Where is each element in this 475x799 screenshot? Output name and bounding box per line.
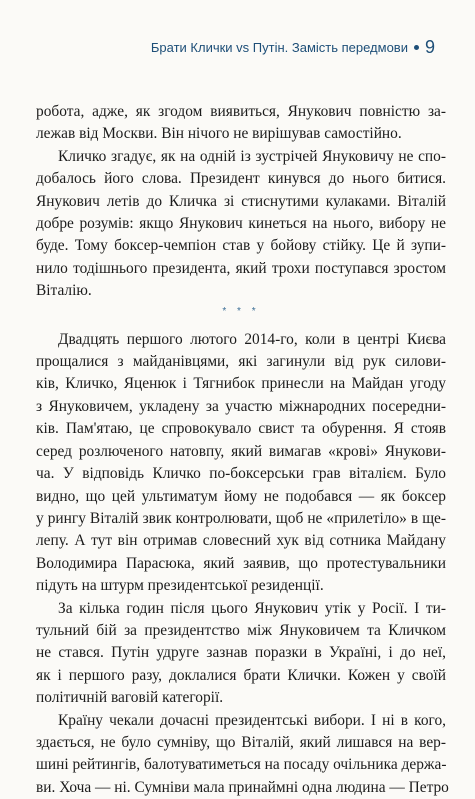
text-line: ків. Пам'ятаю, це спровокувало свист та обурення. Я стояв xyxy=(36,420,446,438)
text-line: Янукович летів до Кличка зі стиснутими кулаками. Віталій xyxy=(36,192,446,210)
text-line: добре розумів: якщо Янукович кинеться на нього, вибору не xyxy=(36,215,446,233)
text-line: підуть на штурм президентської резиденції. xyxy=(36,577,324,595)
text-line: Двадцять першого лютого 2014-го, коли в центрі Києва xyxy=(58,330,446,348)
text-line: у рингу Віталій звик контролювати, щоб не «прилетіло» в ще- xyxy=(36,509,446,527)
paragraph-lines xyxy=(36,620,446,710)
text-line: Країну чекали дочасні президентські вибори. І ні в кого, xyxy=(58,711,446,729)
text-line: з Януковичем, укладену за участю міжнародних посередни- xyxy=(36,397,446,415)
paragraph-lines xyxy=(36,732,449,799)
text-line: робота, адже, як згодом виявиться, Янукович повністю за- xyxy=(36,103,446,120)
text-line: ви. Хоча — ні. Сумніви мала принаймні одна людина — Петро xyxy=(36,778,449,796)
text-line: видно, що цей ультиматум йому не подобався — як боксер xyxy=(36,487,446,505)
text-line: серед розлюченого натовпу, який вимагав «крові» Янукови- xyxy=(36,442,446,460)
running-header-title: Брати Клички vs Путін. Замість передмови xyxy=(150,39,408,55)
text-line: політичній ваговій категорії. xyxy=(36,689,224,707)
text-line: ча. У відповідь Кличко по-боксерськи грав віталієм. Було xyxy=(36,465,446,483)
paragraph-lines xyxy=(36,168,446,302)
section-separator: * * * xyxy=(222,305,260,317)
text-line: як і першого разу, доклалися брати Клички. Кожен у своїй xyxy=(36,666,446,684)
text-line: нило тодішнього президента, який трохи поступався зростом xyxy=(36,259,446,277)
text-line: добалось його слова. Президент кинувся до нього битися. xyxy=(36,170,446,188)
text-line: тульний бій за президентство між Януковичем та Кличком xyxy=(36,621,446,639)
paragraph-continued xyxy=(36,101,446,146)
text-line: Володимира Парасюка, який заявив, що протестувальники xyxy=(36,554,446,572)
text-line: Кличко згадує, як на одній із зустрічей Януковичу не спо- xyxy=(58,147,446,165)
text-line: шині рейтингів, балотуватиметься на посаду очільника держа- xyxy=(36,756,447,774)
paragraph-lines xyxy=(36,351,446,597)
paragraph xyxy=(36,710,446,732)
paragraph xyxy=(36,598,446,620)
page-number: 9 xyxy=(424,37,435,57)
body-text xyxy=(36,101,449,799)
header-bullet-icon xyxy=(414,45,419,50)
text-line: За кілька годин після цього Янукович утік у Росії. І ти- xyxy=(58,599,446,617)
text-line: буде. Тому боксер-чемпіон став у бойову стійку. Це й зупи- xyxy=(36,237,446,255)
text-line: прощалися з майданівцями, які загинули від рук силови- xyxy=(36,353,446,371)
text-line: здається, не було сумніву, що Віталій, який лишався на вер- xyxy=(36,733,446,751)
text-line: Віталію. xyxy=(36,282,92,300)
text-line: лепу. А тут він отримав словесний хук від сотника Майдану xyxy=(36,532,446,550)
text-line: ків, Кличко, Яценюк і Тягнибок принесли на Майдан угоду xyxy=(36,375,446,393)
paragraph xyxy=(36,146,446,168)
running-header xyxy=(151,38,435,56)
paragraph xyxy=(36,329,446,351)
text-line: лежав від Москви. Він нічого не вирішував самостійно. xyxy=(36,125,402,143)
text-line: не стався. Путін удруге зазнав поразки в Україні, і до неї, xyxy=(36,644,446,662)
